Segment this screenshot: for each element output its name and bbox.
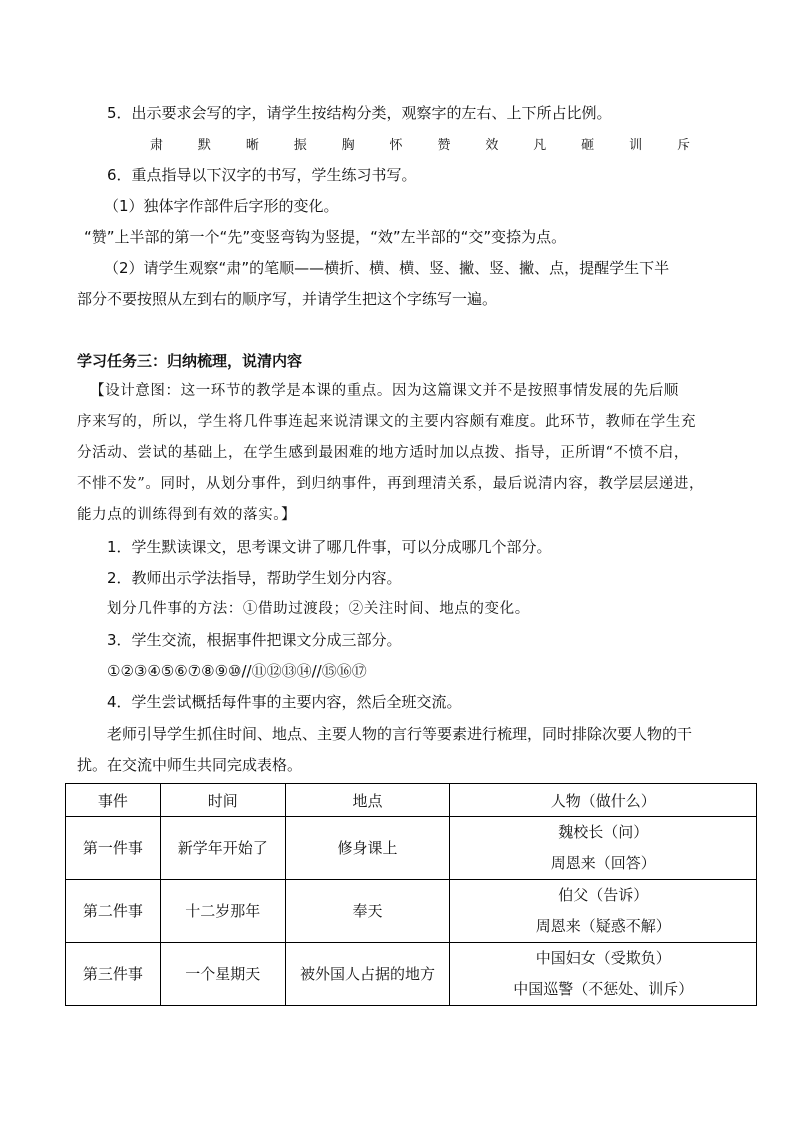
paragraph-division: ①②③④⑤⑥⑦⑧⑨⑩//⑪⑫⑬⑭//⑮⑯⑰ [107,662,367,680]
sub-item-2-line2: 部分不要按照从左到右的顺序写，并请学生把这个字练写一遍。 [77,290,498,308]
step-t4: 4．学生尝试概括每件事的主要内容，然后全班交流。 [107,693,462,711]
character-list [150,134,690,153]
design-intent-line: 序来写的，所以，学生将几件事连起来说清课文的主要内容颇有难度。此环节，教师在学生充 [77,414,697,430]
char-item: 振 [293,138,307,153]
sub-item-1: （1）独体字作部件后字形的变化。 [104,197,339,215]
step-t2: 2．教师出示学法指导，帮助学生划分内容。 [107,569,402,587]
cell-event: 第一件事 [66,817,161,880]
cell-event: 第二件事 [66,880,161,943]
char-item: 晰 [245,138,259,153]
table-row [66,817,757,880]
char-item: 凡 [533,138,547,153]
char-item: 斥 [676,138,690,153]
header-people: 人物（做什么） [450,784,757,817]
sub-item-2-line1: （2）请学生观察“肃”的笔顺——横折、横、横、竖、撇、竖、撇、点，提醒学生下半 [104,259,670,277]
header-place: 地点 [285,784,450,817]
step-t4-line2: 扰。在交流中师生共同完成表格。 [77,756,303,774]
char-item: 怀 [389,138,403,153]
events-table [65,783,757,1006]
char-item: 效 [485,138,499,153]
char-item: 默 [197,138,211,153]
table-header-row [66,784,757,817]
char-item: 胸 [341,138,355,153]
person-line: 中国巡警（不惩处、训斥） [513,980,694,998]
cell-people [450,880,757,943]
cell-time: 一个星期天 [160,943,285,1006]
char-item: 训 [629,138,643,153]
person-line: 周恩来（疑惑不解） [535,917,671,935]
design-intent-line: 能力点的训练得到有效的落实。】 [77,507,297,523]
char-item: 赞 [437,138,451,153]
cell-place: 被外国人占据的地方 [285,943,450,1006]
person-line: 周恩来（回答） [550,854,656,872]
sub-item-1-note: “赞”上半部的第一个“先”变竖弯钩为竖提，“效”左半部的“交”变捺为点。 [84,228,567,246]
cell-place: 奉天 [285,880,450,943]
person-line: 中国妇女（受欺负） [535,949,671,967]
char-item: 肃 [150,138,164,153]
table-row [66,943,757,1006]
char-item: 砸 [581,138,595,153]
step-t1: 1．学生默读课文，思考课文讲了哪几件事，可以分成哪几个部分。 [107,538,552,556]
design-intent-line: 不悱不发”。同时，从划分事件，到归纳事件，再到理清关系，最后说清内容，教学层层递进， [77,476,705,492]
person-line: 魏校长（问） [558,823,649,841]
step-t4-line1: 老师引导学生抓住时间、地点、主要人物的言行等要素进行梳理，同时排除次要人物的干 [107,725,693,743]
step-t3: 3．学生交流，根据事件把课文分成三部分。 [107,631,402,649]
cell-people [450,817,757,880]
design-intent-line: 【设计意图：这一环节的教学是本课的重点。因为这篇课文并不是按照事情发展的先后顺 [90,383,679,399]
design-intent-line: 分活动、尝试的基础上，在学生感到最困难的地方适时加以点拨、指导，正所谓“不愤不启， [77,445,690,461]
task3-heading: 学习任务三：归纳梳理，说清内容 [77,352,303,370]
table-row [66,880,757,943]
cell-place: 修身课上 [285,817,450,880]
header-event: 事件 [66,784,161,817]
cell-time: 新学年开始了 [160,817,285,880]
person-line: 伯父（告诉） [558,886,649,904]
cell-event: 第三件事 [66,943,161,1006]
step-5: 5．出示要求会写的字，请学生按结构分类，观察字的左右、上下所占比例。 [107,104,612,122]
step-t2-note: 划分几件事的方法：①借助过渡段；②关注时间、地点的变化。 [107,601,530,617]
header-time: 时间 [160,784,285,817]
cell-people [450,943,757,1006]
cell-time: 十二岁那年 [160,880,285,943]
step-6: 6．重点指导以下汉字的书写，学生练习书写。 [107,166,417,184]
